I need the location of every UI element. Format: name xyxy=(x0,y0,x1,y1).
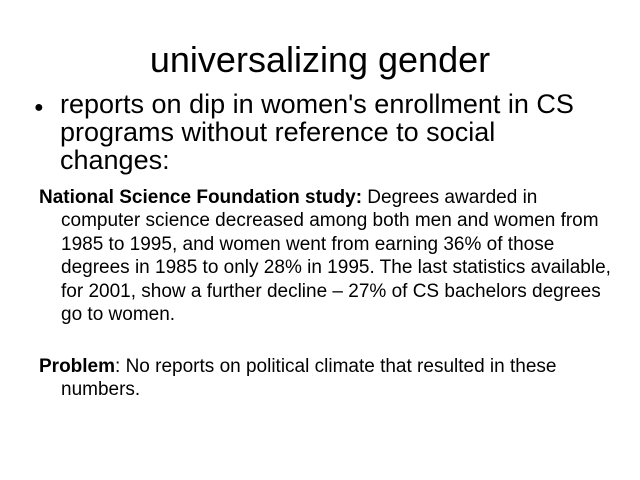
problem-label: Problem xyxy=(39,356,116,377)
nsf-study-label: National Science Foundation study: xyxy=(39,187,363,208)
problem-text: : No reports on political climate that resulted in these numbers. xyxy=(61,356,557,401)
problem-paragraph xyxy=(39,355,614,402)
nsf-study-text: Degrees awarded in computer science decreased among both men and women from 1985 to 1995, and women went from earning 36% of those degrees in 1985 to only 28% in 1995. The last statistics available, for 2001, show a further decline – 27% of CS bachelors degrees go to women. xyxy=(61,187,611,326)
bullet-text: reports on dip in women's enrollment in CS programs without reference to social changes: xyxy=(60,89,574,175)
bullet-dot-icon: ● xyxy=(34,99,44,116)
slide-title: universalizing gender xyxy=(149,39,491,80)
bullet-item xyxy=(34,90,614,174)
nsf-study-paragraph xyxy=(39,186,614,326)
